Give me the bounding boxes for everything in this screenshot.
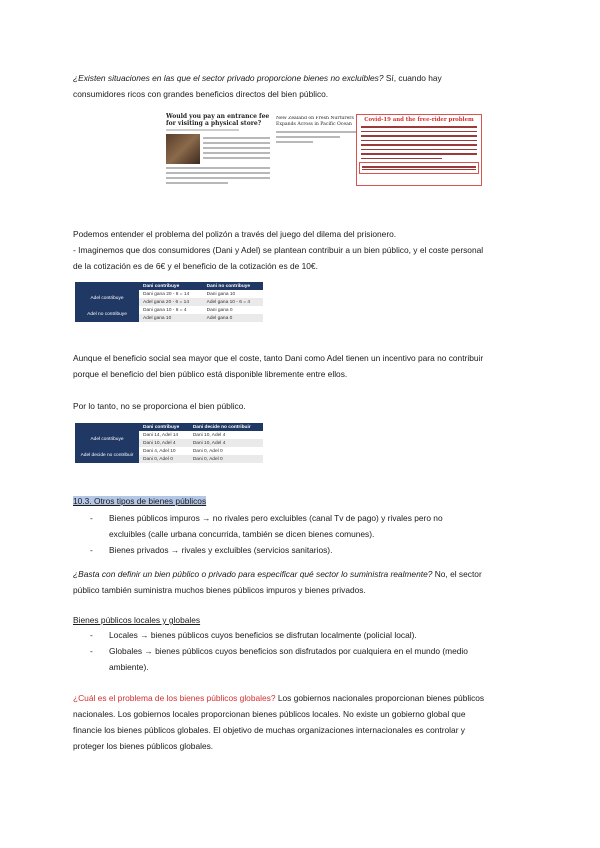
question2-rest-a: No, el sector: [432, 569, 482, 579]
news-byline: [166, 129, 239, 131]
bullet-globales: - Globales → bienes públicos cuyos beneficios son disfrutados por cualquiera en el mundo (medio ambiente).: [90, 646, 468, 672]
conclusion-line: Por lo tanto, no se proporciona el bien público.: [73, 401, 246, 411]
store-photo: [166, 134, 200, 164]
bullet-locales-text: Locales → bienes públicos cuyos beneficios se disfrutan localmente (policial local).: [109, 630, 417, 640]
t1-row-label: Adel contribuye: [75, 290, 139, 306]
t1-header-contribuye: Dani contribuye: [139, 282, 203, 290]
t1-cell: Dani gana 0: [206, 307, 233, 313]
analysis-paragraph: [73, 350, 531, 382]
section-bullets: [73, 510, 531, 558]
t2-header-no-contribuye: Dani decide no contribuir: [189, 423, 263, 431]
question2-rest-b: público también suministra muchos bienes públicos impuros y bienes privados.: [73, 585, 366, 595]
question2-italic: ¿Basta con definir un bien público o privado para especificar qué sector lo suministra realmente?: [73, 569, 433, 579]
bullet-locales: - Locales → bienes públicos cuyos beneficios se disfrutan localmente (policial local).: [90, 630, 417, 640]
payoff-table-1: [75, 282, 263, 322]
news-clip-left-title: Would you pay an entrance fee for visiting a physical store?: [166, 113, 270, 127]
t2-cell: Dani 0, Adel 0: [189, 455, 263, 463]
local-global-bullets: [73, 627, 531, 675]
final-line-1: Los gobiernos nacionales proporcionan bienes públicos: [275, 693, 485, 703]
question2-paragraph: [73, 566, 531, 598]
t1-cell: Dani gana 20 - 6 = 14: [143, 291, 190, 297]
intro-answer-2: consumidores ricos con grandes beneficios directos del bien público.: [73, 89, 329, 99]
t2-cell: Dani 0, Adel 0: [192, 448, 223, 454]
t2-cell: Dani 10, Adel 4: [189, 439, 263, 447]
final-line-3: financie los bienes públicos globales. El objetivo de muchas organizaciones internacionales es controlar y: [73, 725, 465, 735]
news-clip-right: [356, 114, 482, 186]
t1-cell: Adel gana 0: [203, 314, 263, 322]
t1-cell: Adel gana 20 - 6 = 14: [139, 298, 203, 306]
dilemma-paragraph: [73, 226, 531, 274]
t1-cell: Adel gana 10 - 6 = 4: [203, 298, 263, 306]
news-clip-middle: [276, 116, 368, 156]
t1-header-no-contribuye: Dani no contribuye: [203, 282, 263, 290]
bullet-impuros-line1: Bienes públicos impuros → no rivales pero excluibles (canal Tv de pago) y rivales pero no: [109, 513, 443, 523]
dilemma-line-2: - Imaginemos que dos consumidores (Dani y Adel) se plantean contribuir a un bien público, y el coste personal: [73, 245, 484, 255]
bullet-impuros: - Bienes públicos impuros → no rivales pero excluibles (canal Tv de pago) y rivales pero no excluibles (calle urbana concurrida, también se dicen bienes comunes).: [90, 513, 443, 539]
t2-cell: Dani 10, Adel 4: [139, 439, 189, 447]
intro-paragraph: [73, 70, 528, 102]
news-clip-left: [166, 113, 270, 199]
intro-question: ¿Existen situaciones en las que el sector privado proporcione bienes no excluibles?: [73, 73, 384, 83]
bullet-privados: - Bienes privados → rivales y excluibles (servicios sanitarios).: [90, 545, 333, 555]
bullet-privados-text: Bienes privados → rivales y excluibles (servicios sanitarios).: [109, 545, 333, 555]
dilemma-line-3: de la cotización es de 6€ y el beneficio de la cotización es de 10€.: [73, 261, 318, 271]
news-clip-right-title: Covid-19 and the free-rider problem: [364, 117, 474, 123]
local-global-heading: Bienes públicos locales y globales: [73, 615, 201, 625]
t2-header-contribuye: Dani contribuye: [139, 423, 189, 431]
dilemma-line-1: Podemos entender el problema del polizón a través del juego del dilema del prisionero.: [73, 229, 397, 239]
intro-answer-1: Sí, cuando hay: [383, 73, 442, 83]
analysis-line-1: Aunque el beneficio social sea mayor que el coste, tanto Dani como Adel tienen un incentivo para no contribuir: [73, 353, 484, 363]
t2-cell: Dani 14, Adel 14: [143, 432, 179, 438]
bullet-globales-line1: Globales → bienes públicos cuyos beneficios son disfrutados por cualquiera en el mundo (medio: [109, 646, 468, 656]
t1-corner: [75, 282, 139, 290]
t1-cell: Dani gana 10: [206, 291, 236, 297]
news-clip-middle-title: New Zealand on Fresh Nurturers Expands Across in Pacific Ocean: [276, 116, 354, 127]
t2-corner: [75, 423, 139, 431]
section-heading: [73, 494, 206, 508]
bullet-globales-line2: ambiente).: [109, 662, 149, 672]
t2-cell: Dani 10, Adel 4: [192, 432, 226, 438]
bullet-impuros-line2: excluibles (calle urbana concurrida, también se dicen bienes comunes).: [109, 529, 375, 539]
t2-cell: Dani 4, Adel 10: [143, 448, 176, 454]
final-line-4: proteger los bienes públicos globales.: [73, 741, 214, 751]
t2-row-label: Adel contribuye: [75, 431, 139, 447]
final-paragraph: [73, 690, 531, 754]
section-heading-text: 10.3. Otros tipos de bienes públicos: [73, 496, 207, 506]
t1-cell: Adel gana 10: [139, 314, 203, 322]
payoff-table-2: [75, 423, 263, 463]
final-red-question: ¿Cuál es el problema de los bienes públicos globales?: [73, 693, 276, 703]
t2-cell: Dani 0, Adel 0: [139, 455, 189, 463]
t1-row-label: Adel no contribuye: [75, 306, 139, 322]
t2-row-label: Adel decide no contribuir: [75, 447, 139, 463]
analysis-line-2: porque el beneficio del bien público está disponible libremente entre ellos.: [73, 369, 348, 379]
t1-cell: Dani gana 10 - 6 = 4: [143, 307, 187, 313]
final-line-2: nacionales. Los gobiernos locales proporcionan bienes públicos locales. No existe un gobierno global que: [73, 709, 466, 719]
